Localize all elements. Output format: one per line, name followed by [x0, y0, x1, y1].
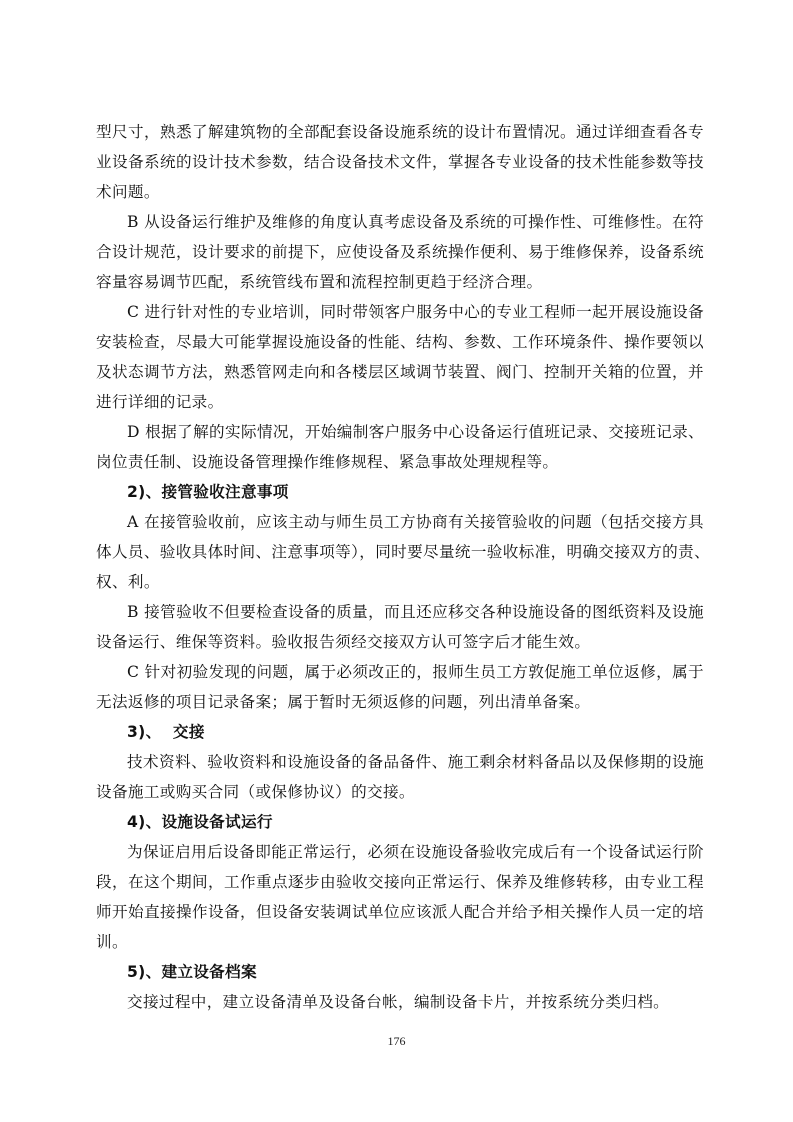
section4-body-line: 师开始直接操作设备，但设备安装调试单位应该派人配合并给予相关操作人员一定的培	[96, 903, 704, 921]
section5-body-line: 交接过程中，建立设备清单及设备台帐，编制设备卡片，并按系统分类归档。	[127, 993, 670, 1011]
section2-item-b-line: 设备运行、维保等资料。验收报告须经交接双方认可签字后才能生效。	[96, 633, 591, 651]
item-c-line: 及状态调节方法，熟悉管网走向和各楼层区域调节装置、阀门、控制开关箱的位置，并	[96, 363, 704, 381]
section-heading: 4)、设施设备试运行	[127, 813, 273, 831]
section4-body-line: 段，在这个期间，工作重点逐步由验收交接向正常运行、保养及维修转移，由专业工程	[96, 873, 704, 891]
paragraph-line: 术问题。	[96, 183, 160, 201]
section-heading: 3)、 交接	[127, 723, 205, 741]
paragraph-line: 业设备系统的设计技术参数，结合设备技术文件，掌握各专业设备的技术性能参数等技	[96, 153, 704, 171]
section2-item-b-line: B 接管验收不但要检查设备的质量，而且还应移交各种设施设备的图纸资料及设施	[127, 603, 704, 621]
item-c-line: 进行详细的记录。	[96, 393, 224, 411]
page-number: 176	[387, 1034, 406, 1048]
section3-body-line: 技术资料、验收资料和设施设备的备品备件、施工剩余材料备品以及保修期的设施	[127, 753, 704, 771]
item-b-line: 容量容易调节匹配，系统管线布置和流程控制更趋于经济合理。	[96, 273, 543, 291]
section2-item-c-line: C 针对初验发现的问题，属于必须改正的，报师生员工方敦促施工单位返修，属于	[127, 663, 704, 681]
section3-body-line: 设备施工或购买合同（或保修协议）的交接。	[96, 783, 415, 801]
section2-item-a-line: 权、利。	[96, 573, 160, 591]
section-heading: 5)、建立设备档案	[127, 963, 257, 981]
item-c-line: C 进行针对性的专业培训，同时带领客户服务中心的专业工程师一起开展设施设备	[127, 303, 704, 321]
paragraph-line: 型尺寸，熟悉了解建筑物的全部配套设备设施系统的设计布置情况。通过详细查看各专	[96, 123, 704, 141]
section4-body-line: 训。	[96, 933, 128, 951]
section2-item-c-line: 无法返修的项目记录备案；属于暂时无须返修的问题，列出清单备案。	[96, 693, 591, 711]
item-b-line: 合设计规范，设计要求的前提下，应使设备及系统操作便利、易于维修保养，设备系统	[96, 243, 704, 261]
section4-body-line: 为保证启用后设备即能正常运行，必须在设施设备验收完成后有一个设备试运行阶	[127, 843, 704, 861]
item-b-line: B 从设备运行维护及维修的角度认真考虑设备及系统的可操作性、可维修性。在符	[127, 213, 704, 231]
item-d-line: 岗位责任制、设施设备管理操作维修规程、紧急事故处理规程等。	[96, 453, 559, 471]
section2-item-a-line: A 在接管验收前，应该主动与师生员工方协商有关接管验收的问题（包括交接方具	[127, 513, 704, 531]
section-heading: 2)、接管验收注意事项	[127, 483, 289, 501]
item-c-line: 安装检查，尽最大可能掌握设施设备的性能、结构、参数、工作环境条件、操作要领以	[96, 333, 704, 351]
item-d-line: D 根据了解的实际情况，开始编制客户服务中心设备运行值班记录、交接班记录、	[127, 423, 704, 441]
section2-item-a-line: 体人员、验收具体时间、注意事项等），同时要尽量统一验收标准，明确交接双方的责、	[96, 543, 711, 561]
